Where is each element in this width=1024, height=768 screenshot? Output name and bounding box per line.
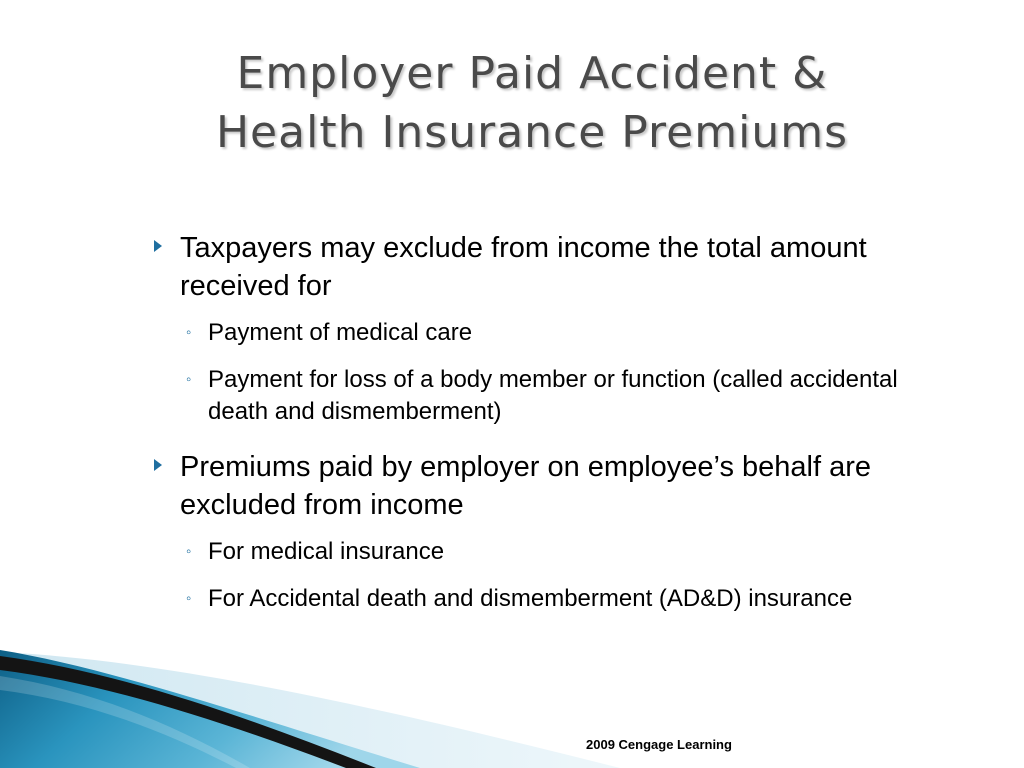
sub-bullet-item xyxy=(150,364,910,428)
sub-bullet-text: Payment for loss of a body member or function (called accidental death and dismemberment) xyxy=(208,366,898,425)
sub-bullet-text: For Accidental death and dismemberment (AD&D) insurance xyxy=(208,585,853,612)
bullet-list xyxy=(150,229,910,630)
sub-bullet-text: Payment of medical care xyxy=(208,319,473,346)
slide-title-line-2: Health Insurance Premiums xyxy=(215,107,849,158)
sub-bullet-item xyxy=(150,317,910,349)
circle-bullet-icon: ◦ xyxy=(186,590,192,607)
bullet-item xyxy=(150,229,910,305)
footer-copyright: 2009 Cengage Learning xyxy=(586,737,732,752)
triangle-bullet-icon xyxy=(154,240,162,252)
circle-bullet-icon: ◦ xyxy=(186,371,192,388)
slide-title-line-1: Employer Paid Accident & xyxy=(236,48,828,99)
sub-bullet-item xyxy=(150,583,910,615)
sub-bullet-text: For medical insurance xyxy=(208,538,445,565)
circle-bullet-icon: ◦ xyxy=(186,543,192,560)
bullet-text: Premiums paid by employer on employee’s behalf are excluded from income xyxy=(180,451,871,521)
circle-bullet-icon: ◦ xyxy=(186,324,192,341)
bullet-text: Taxpayers may exclude from income the total amount received for xyxy=(180,232,867,302)
sub-bullet-item xyxy=(150,536,910,568)
triangle-bullet-icon xyxy=(154,459,162,471)
slide-title xyxy=(140,44,924,162)
bullet-item xyxy=(150,448,910,524)
